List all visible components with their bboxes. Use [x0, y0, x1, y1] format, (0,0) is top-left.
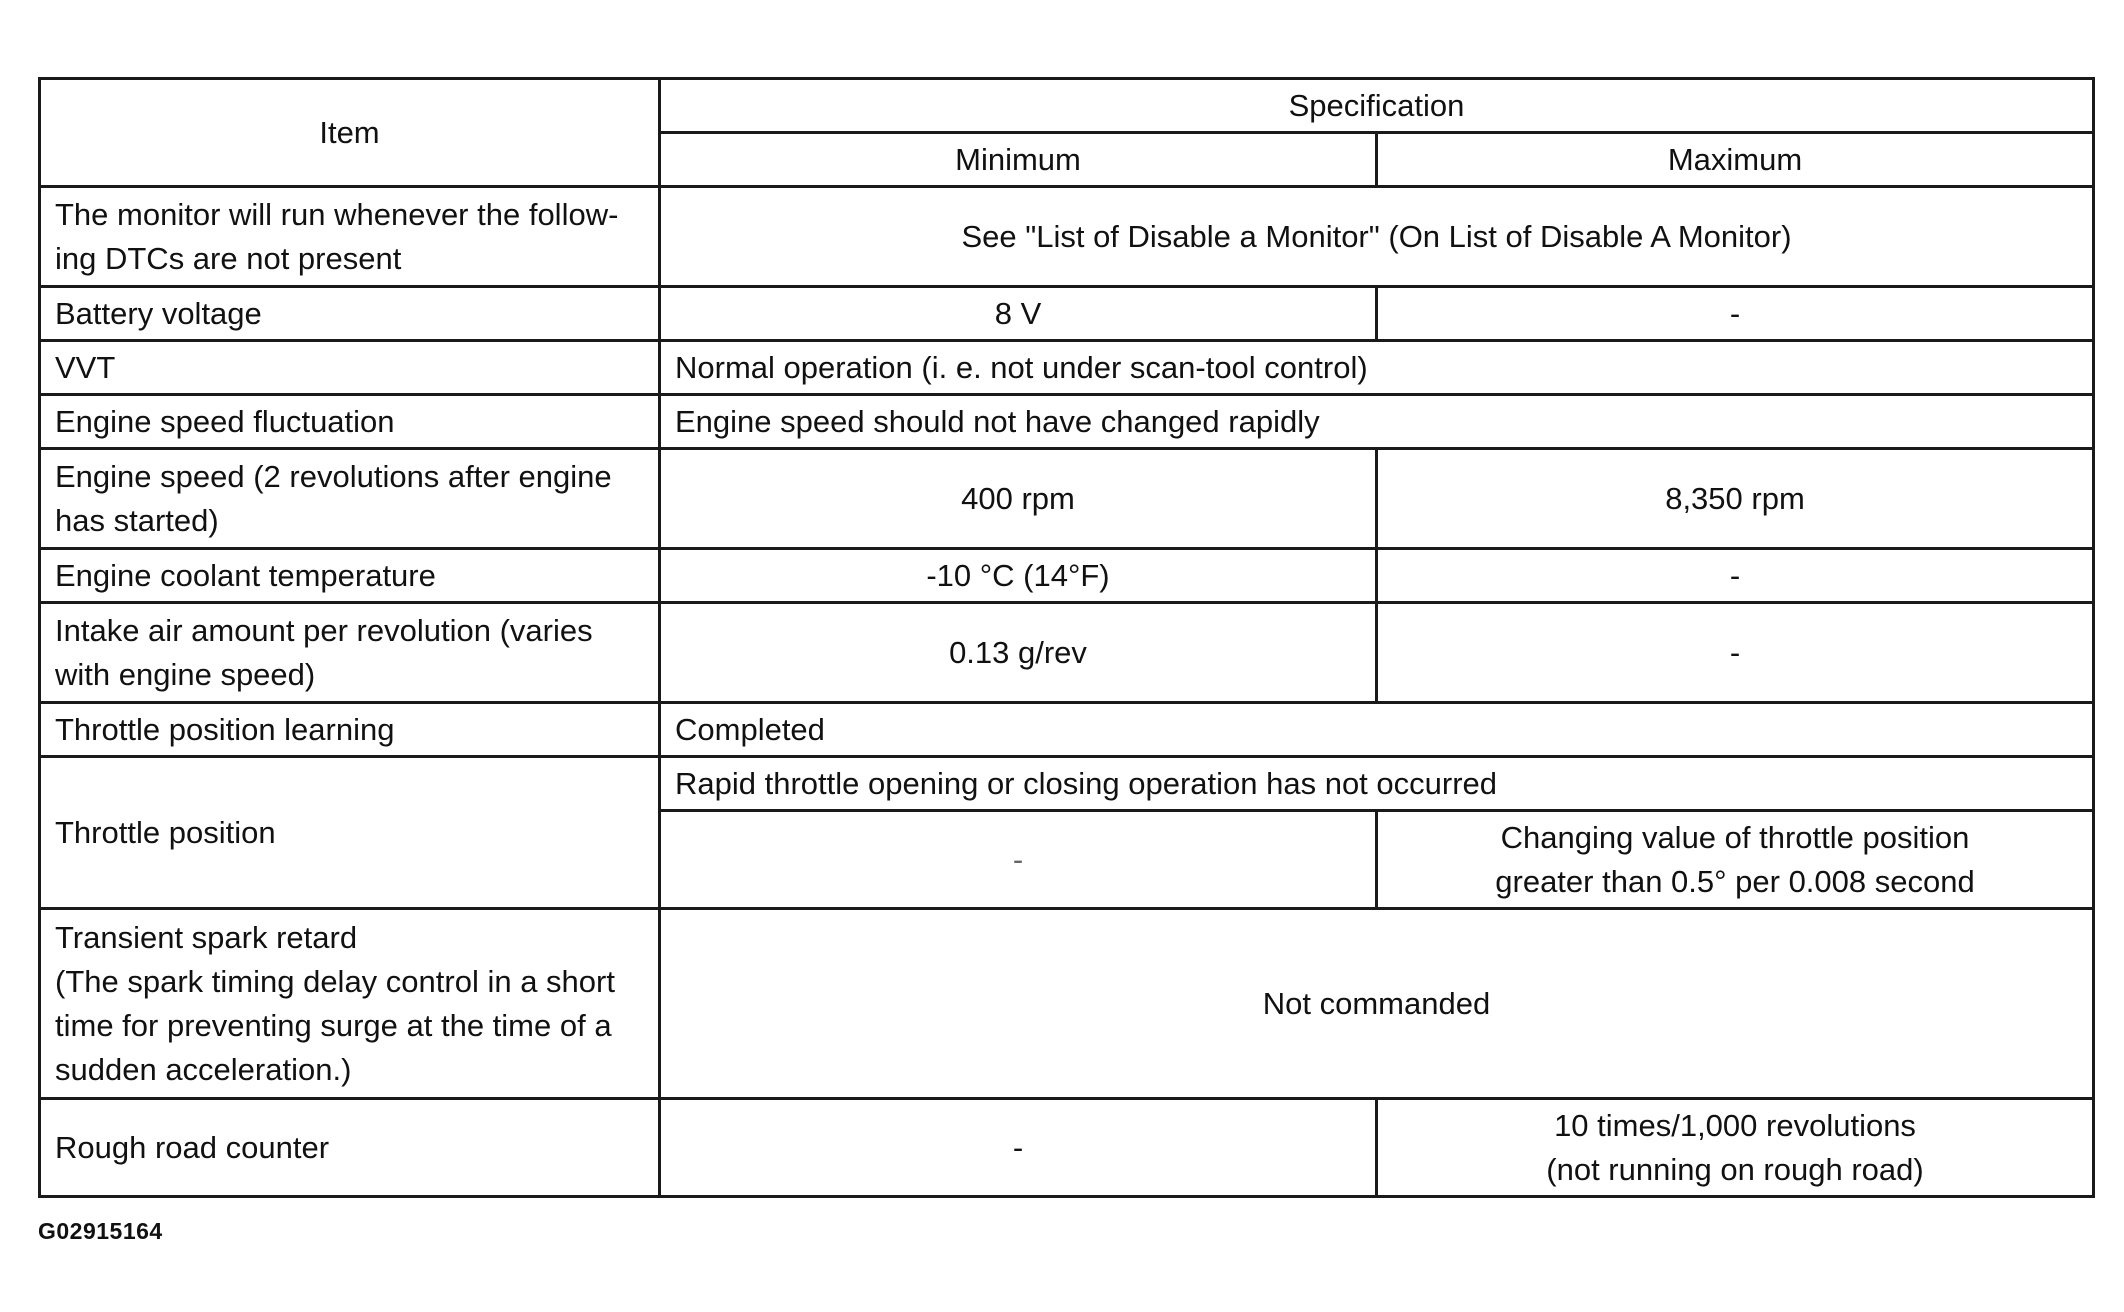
maximum-text: Changing value of throttle position	[1500, 819, 1970, 855]
item-text: time for preventing surge at the time of a	[55, 1007, 612, 1043]
spec-cell: Not commanded	[660, 909, 2094, 1099]
table-row	[40, 187, 2094, 287]
item-text: Intake air amount per revolution (varies	[55, 612, 593, 648]
table-row	[40, 1099, 2094, 1197]
item-cell: Engine coolant temperature	[40, 549, 660, 603]
maximum-cell: 8,350 rpm	[1377, 449, 2094, 549]
minimum-cell: -10 °C (14°F)	[660, 549, 1377, 603]
specification-table	[38, 77, 2095, 1198]
minimum-cell: -	[660, 1099, 1377, 1197]
spec-cell: Normal operation (i. e. not under scan-tool control)	[660, 341, 2094, 395]
table-row	[40, 757, 2094, 811]
item-text: (The spark timing delay control in a short	[55, 963, 615, 999]
table-row	[40, 703, 2094, 757]
item-text: has started)	[55, 502, 219, 538]
item-text: The monitor will run whenever the follow-	[55, 196, 619, 232]
header-specification: Specification	[660, 79, 2094, 133]
item-text: with engine speed)	[55, 656, 316, 692]
item-cell	[40, 603, 660, 703]
minimum-cell: 0.13 g/rev	[660, 603, 1377, 703]
header-maximum: Maximum	[1377, 133, 2094, 187]
item-cell	[40, 909, 660, 1099]
item-text: ing DTCs are not present	[55, 240, 402, 276]
item-cell	[40, 187, 660, 287]
item-cell: Engine speed fluctuation	[40, 395, 660, 449]
maximum-cell: -	[1377, 603, 2094, 703]
table-row	[40, 395, 2094, 449]
item-text: sudden acceleration.)	[55, 1051, 352, 1087]
item-cell: Throttle position learning	[40, 703, 660, 757]
minimum-cell: 400 rpm	[660, 449, 1377, 549]
table-row	[40, 287, 2094, 341]
maximum-text: greater than 0.5° per 0.008 second	[1495, 863, 1975, 899]
table-row	[40, 341, 2094, 395]
figure-id: G02915164	[38, 1218, 163, 1244]
table-row	[40, 603, 2094, 703]
item-cell: VVT	[40, 341, 660, 395]
header-minimum: Minimum	[660, 133, 1377, 187]
item-text: Transient spark retard	[55, 919, 358, 955]
minimum-cell: -	[660, 811, 1377, 909]
spec-cell: Completed	[660, 703, 2094, 757]
table-row	[40, 449, 2094, 549]
header-item: Item	[40, 79, 660, 187]
spec-cell: Engine speed should not have changed rapidly	[660, 395, 2094, 449]
item-cell: Battery voltage	[40, 287, 660, 341]
spec-cell: See "List of Disable a Monitor" (On List of Disable A Monitor)	[660, 187, 2094, 287]
table-row	[40, 549, 2094, 603]
maximum-text: (not running on rough road)	[1546, 1151, 1924, 1187]
maximum-cell	[1377, 1099, 2094, 1197]
spec-cell: Rapid throttle opening or closing operation has not occurred	[660, 757, 2094, 811]
header-row	[40, 79, 2094, 133]
item-cell: Rough road counter	[40, 1099, 660, 1197]
item-cell	[40, 449, 660, 549]
item-text: Engine speed (2 revolutions after engine	[55, 458, 612, 494]
table-row	[40, 909, 2094, 1099]
maximum-cell: -	[1377, 549, 2094, 603]
maximum-cell	[1377, 811, 2094, 909]
maximum-cell: -	[1377, 287, 2094, 341]
minimum-cell: 8 V	[660, 287, 1377, 341]
maximum-text: 10 times/1,000 revolutions	[1554, 1107, 1916, 1143]
item-cell: Throttle position	[40, 757, 660, 909]
